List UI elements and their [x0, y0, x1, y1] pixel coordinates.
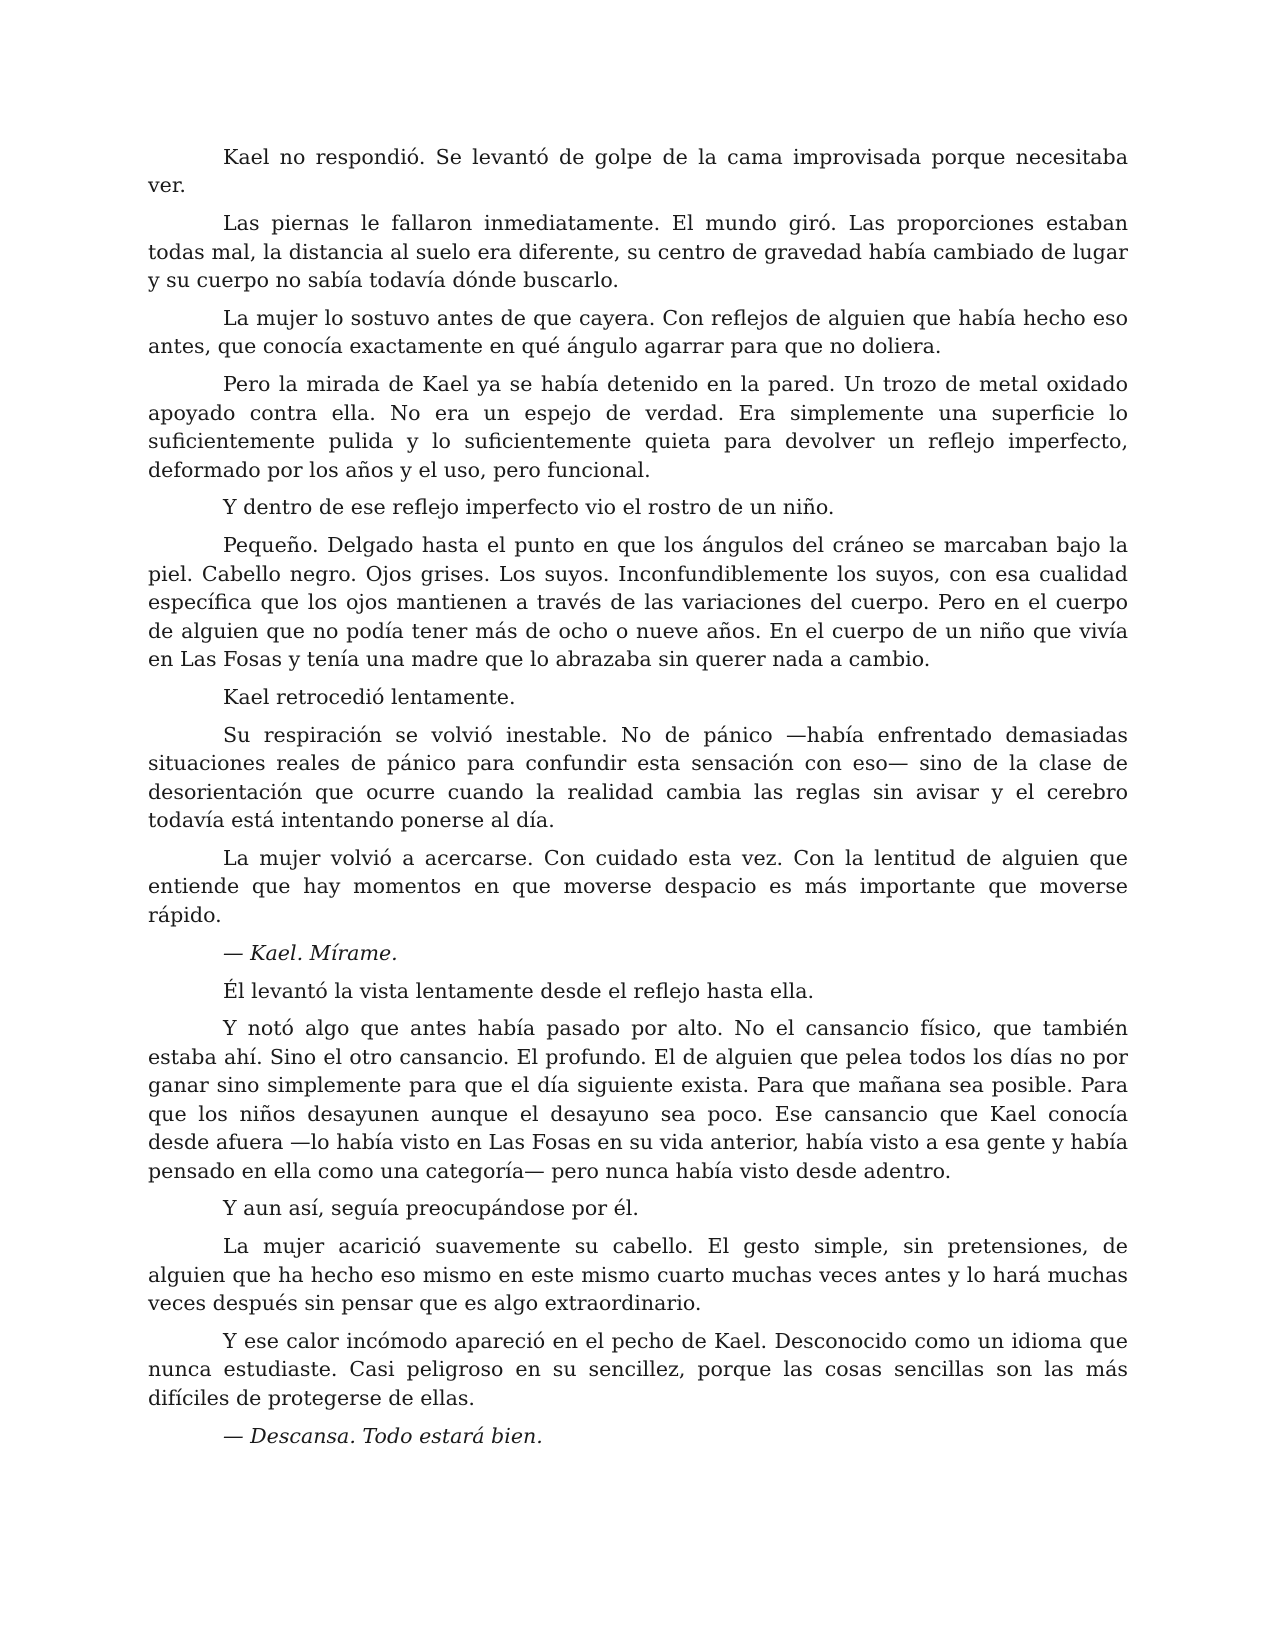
paragraph: Kael retrocedió lentamente. [223, 684, 516, 709]
paragraph: La mujer acarició suavemente su cabello. El gesto simple, sin pretensiones, de alguien que ha hecho eso mismo en este mismo cuarto muchas veces antes y lo hará muchas veces después sin pensar que es algo extraordinario. [148, 1234, 1128, 1316]
dialogue-line: — Kael. Mírame. [223, 940, 398, 965]
paragraph: Él levantó la vista lentamente desde el reflejo hasta ella. [223, 978, 815, 1003]
paragraph: Su respiración se volvió inestable. No de pánico —había enfrentado demasiadas situaciones reales de pánico para confundir esta sensación con eso— sino de la clase de desorientación que ocurre cuando la realidad cambia las reglas sin avisar y el cerebro todavía está intentando ponerse al día. [148, 722, 1128, 833]
paragraph: Y aun así, seguía preocupándose por él. [223, 1196, 639, 1221]
document-page [148, 143, 1128, 1460]
paragraph: Y notó algo que antes había pasado por alto. No el cansancio físico, que también estaba ahí. Sino el otro cansancio. El profundo. El de alguien que pelea todos los días no por ganar sino simplemente para que el día siguiente exista. Para que mañana sea posible. Para que los niños desayunen aunque el desayuno sea poco. Ese cansancio que Kael conocía desde afuera —lo había visto en Las Fosas en su vida anterior, había visto a esa gente y había pensado en ella como una categoría— pero nunca había visto desde adentro. [148, 1016, 1128, 1183]
paragraph: La mujer volvió a acercarse. Con cuidado esta vez. Con la lentitud de alguien que entiende que hay momentos en que moverse despacio es más importante que moverse rápido. [148, 845, 1128, 927]
paragraph: Y ese calor incómodo apareció en el pecho de Kael. Desconocido como un idioma que nunca estudiaste. Casi peligroso en su sencillez, porque las cosas sencillas son las más difíciles de protegerse de ellas. [148, 1329, 1128, 1410]
paragraph: La mujer lo sostuvo antes de que cayera. Con reflejos de alguien que había hecho eso antes, que conocía exactamente en qué ángulo agarrar para que no doliera. [148, 306, 1128, 359]
paragraph: Y dentro de ese reflejo imperfecto vio el rostro de un niño. [223, 495, 835, 520]
paragraph: Pero la mirada de Kael ya se había detenido en la pared. Un trozo de metal oxidado apoyado contra ella. No era un espejo de verdad. Era simplemente una superficie lo suficientemente pulida y lo suficientemente quieta para devolver un reflejo imperfecto, deformado por los años y el uso, pero funcional. [148, 372, 1128, 482]
dialogue-line: — Descansa. Todo estará bien. [223, 1423, 543, 1448]
paragraph: Las piernas le fallaron inmediatamente. El mundo giró. Las proporciones estaban todas mal, la distancia al suelo era diferente, su centro de gravedad había cambiado de lugar y su cuerpo no sabía todavía dónde buscarlo. [148, 211, 1128, 293]
paragraph: Pequeño. Delgado hasta el punto en que los ángulos del cráneo se marcaban bajo la piel. Cabello negro. Ojos grises. Los suyos. Inconfundiblemente los suyos, con esa cualidad específica que los ojos mantienen a través de las variaciones del cuerpo. Pero en el cuerpo de alguien que no podía tener más de ocho o nueve años. En el cuerpo de un niño que vivía en Las Fosas y tenía una madre que lo abrazaba sin querer nada a cambio. [148, 533, 1128, 671]
paragraph: Kael no respondió. Se levantó de golpe de la cama improvisada porque necesitaba ver. [148, 145, 1128, 198]
